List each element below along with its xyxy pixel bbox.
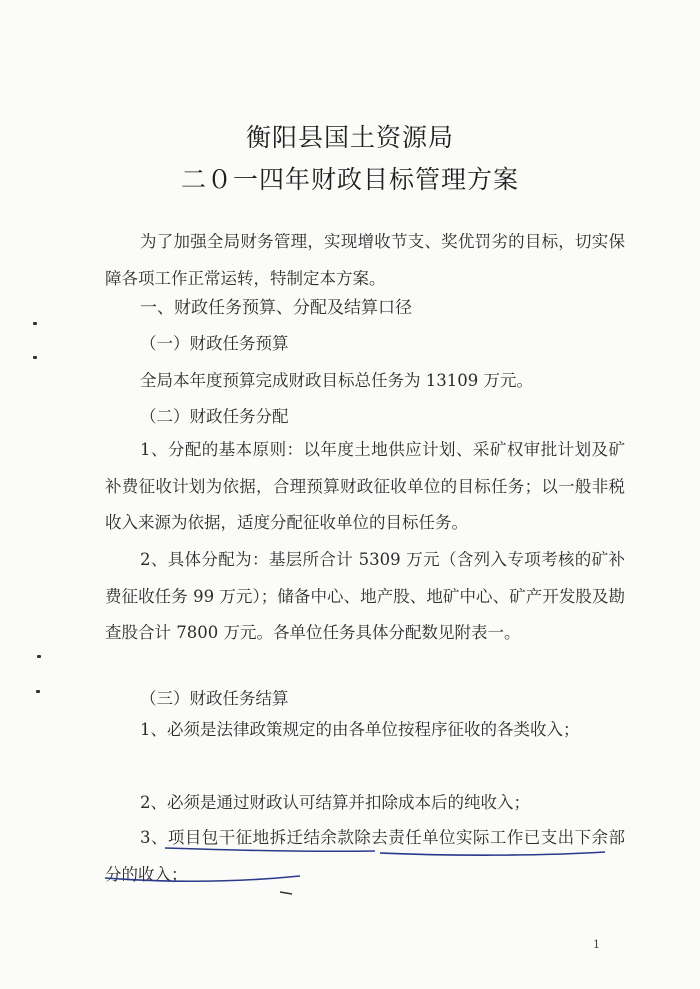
document-title-line1: 衡阳县国土资源局: [245, 123, 454, 152]
settlement-item-3: 3、项目包干征地拆迁结余款除去责任单位实际工作已支出下余部分的收入；: [105, 828, 625, 884]
page-number: 1: [593, 938, 600, 951]
scan-dot-mark: [33, 322, 37, 325]
scan-dot-mark: [36, 690, 40, 693]
scan-dot-mark: [33, 356, 37, 359]
section-heading-1: 一、财政任务预算、分配及结算口径: [140, 298, 412, 318]
budget-total-text: 全局本年度预算完成财政目标总任务为 13109 万元。: [140, 371, 533, 390]
settlement-item-1: 1、必须是法律政策规定的由各单位按程序征收的各类收入；: [140, 720, 580, 739]
subsection-heading-3: （三）财政任务结算: [140, 689, 289, 708]
document-title-line2: 二０一四年财政目标管理方案: [180, 165, 519, 194]
subsection-heading-1: （一）财政任务预算: [140, 334, 289, 353]
settlement-item-2: 2、必须是通过财政认可结算并扣除成本后的纯收入；: [140, 793, 530, 812]
scan-dot-mark: [37, 655, 41, 658]
subsection-heading-2: （二）财政任务分配: [140, 407, 289, 426]
intro-paragraph: 为了加强全局财务管理，实现增收节支、奖优罚劣的目标，切实保障各项工作正常运转，特制定本方案。: [105, 232, 625, 288]
allocation-principle-paragraph: 1、分配的基本原则：以年度土地供应计划、采矿权审批计划及矿补费征收计划为依据，合理预算财政征收单位的目标任务；以一般非税收入来源为依据，适度分配征收单位的目标任务。: [105, 440, 625, 532]
allocation-detail-paragraph: 2、具体分配为：基层所合计 5309 万元（含列入专项考核的矿补费征收任务 99 万元）；储备中心、地产股、地矿中心、矿产开发股及勘查股合计 7800 万元。各单位任务具体分配数见附表一。: [105, 550, 625, 642]
